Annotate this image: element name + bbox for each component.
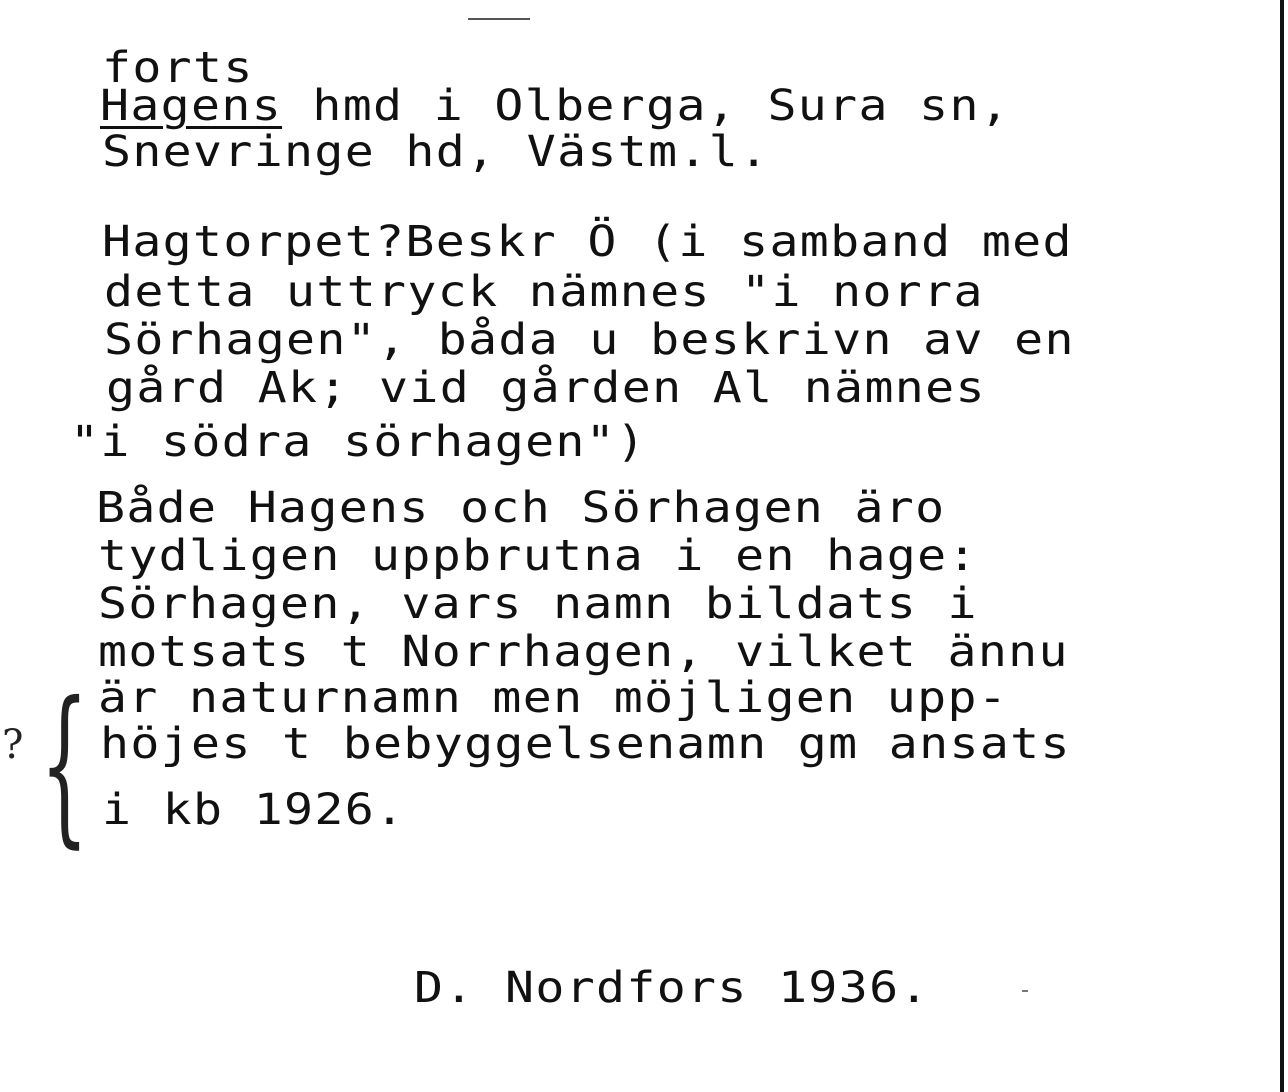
para2-line-3: Sörhagen, vars namn bildats i: [98, 579, 978, 629]
para1-line-2: detta uttryck nämnes "i norra: [104, 267, 984, 317]
heading-line: [100, 82, 1010, 130]
para1-line-5: "i södra sörhagen"): [70, 417, 647, 467]
margin-question-mark: ?: [2, 722, 24, 768]
margin-brace: {: [40, 666, 89, 864]
signature: D. Nordfors 1936.: [414, 963, 930, 1013]
card-edge: [1280, 0, 1284, 1092]
para2-line-4: motsats t Norrhagen, vilket ännu: [98, 627, 1069, 677]
para2-line-7: i kb 1926.: [102, 785, 406, 835]
para2-line-1: Både Hagens och Sörhagen äro: [96, 483, 946, 533]
heading-place-name: Hagens: [100, 81, 283, 131]
para1-line-1: Hagtorpet?Beskr Ö (i samband med: [102, 217, 1073, 267]
para2-line-2: tydligen uppbrutna i en hage:: [98, 531, 978, 581]
location-line: Snevringe hd, Västm.l.: [102, 127, 770, 177]
heading-parish: hmd i Olberga, Sura sn,: [282, 81, 1011, 131]
top-dash-mark: [468, 18, 530, 20]
para1-line-3: Sörhagen", båda u beskrivn av en: [104, 315, 1075, 365]
para2-line-6: höjes t bebyggelsenamn gm ansats: [100, 719, 1071, 769]
stray-mark: [1022, 990, 1028, 992]
para1-line-4: gård Ak; vid gården Al nämnes: [106, 363, 986, 413]
para2-line-5: är naturnamn men möjligen upp-: [98, 673, 1009, 723]
continued-label: forts: [102, 43, 254, 93]
